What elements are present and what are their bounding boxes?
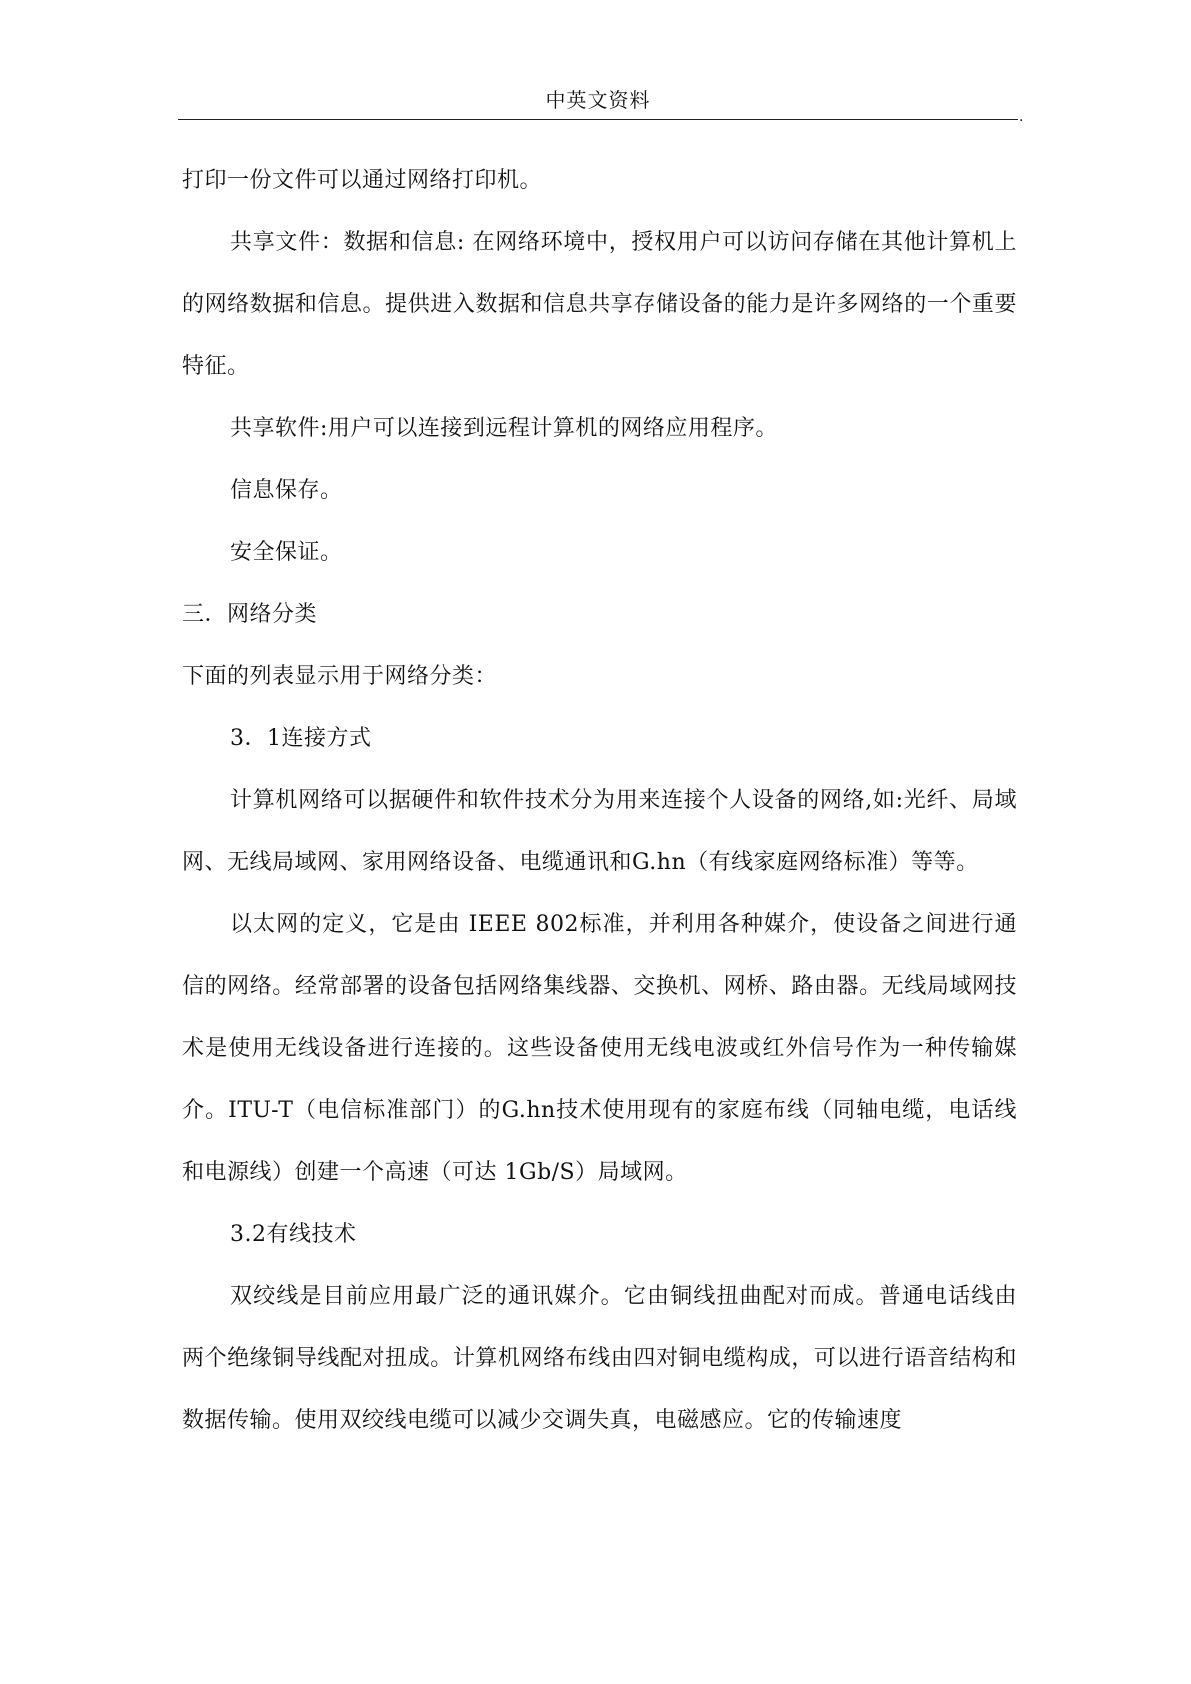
section-heading-network-classification: 三．网络分类 xyxy=(182,602,318,627)
document-body xyxy=(182,150,1017,1452)
subsection-heading-wired-technology: 3.2有线技术 xyxy=(230,1222,357,1247)
paragraph-info-save: 信息保存。 xyxy=(230,478,343,503)
paragraph-network-types: 计算机网络可以据硬件和软件技术分为用来连接个人设备的网络,如:光纤、局域网、无线局域网、家用网络设备、电缆通讯和G.hn（有线家庭网络标准）等等。 xyxy=(182,788,1017,875)
paragraph-list-intro: 下面的列表显示用于网络分类： xyxy=(182,664,498,689)
paragraph-print: 打印一份文件可以通过网络打印机。 xyxy=(182,168,543,193)
paragraph-share-software: 共享软件:用户可以连接到远程计算机的网络应用程序。 xyxy=(230,416,778,441)
header-divider xyxy=(178,119,1018,120)
paragraph-security: 安全保证。 xyxy=(230,540,343,565)
page-header-title: 中英文资料 xyxy=(545,88,651,112)
subsection-heading-connection-method: 3．1连接方式 xyxy=(230,726,372,751)
header-mark: . xyxy=(1019,109,1024,125)
paragraph-ethernet: 以太网的定义，它是由 IEEE 802标准，并利用各种媒介，使设备之间进行通信的网络。经常部署的设备包括网络集线器、交换机、网桥、路由器。无线局域网技术是使用无线设备进行连接的。这些设备使用无线电波或红外信号作为一种传输媒介。ITU-T（电信标准部门）的G.hn技术使用现有的家庭布线（同轴电缆，电话线和电源线）创建一个高速（可达 1Gb/S）局域网。 xyxy=(182,912,1017,1185)
paragraph-share-files: 共享文件：数据和信息: 在网络环境中，授权用户可以访问存储在其他计算机上的网络数据和信息。提供进入数据和信息共享存储设备的能力是许多网络的一个重要特征。 xyxy=(182,230,1017,379)
paragraph-twisted-pair: 双绞线是目前应用最广泛的通讯媒介。它由铜线扭曲配对而成。普通电话线由两个绝缘铜导线配对扭成。计算机网络布线由四对铜电缆构成，可以进行语音结构和数据传输。使用双绞线电缆可以减少交调失真，电磁感应。它的传输速度 xyxy=(182,1284,1017,1433)
